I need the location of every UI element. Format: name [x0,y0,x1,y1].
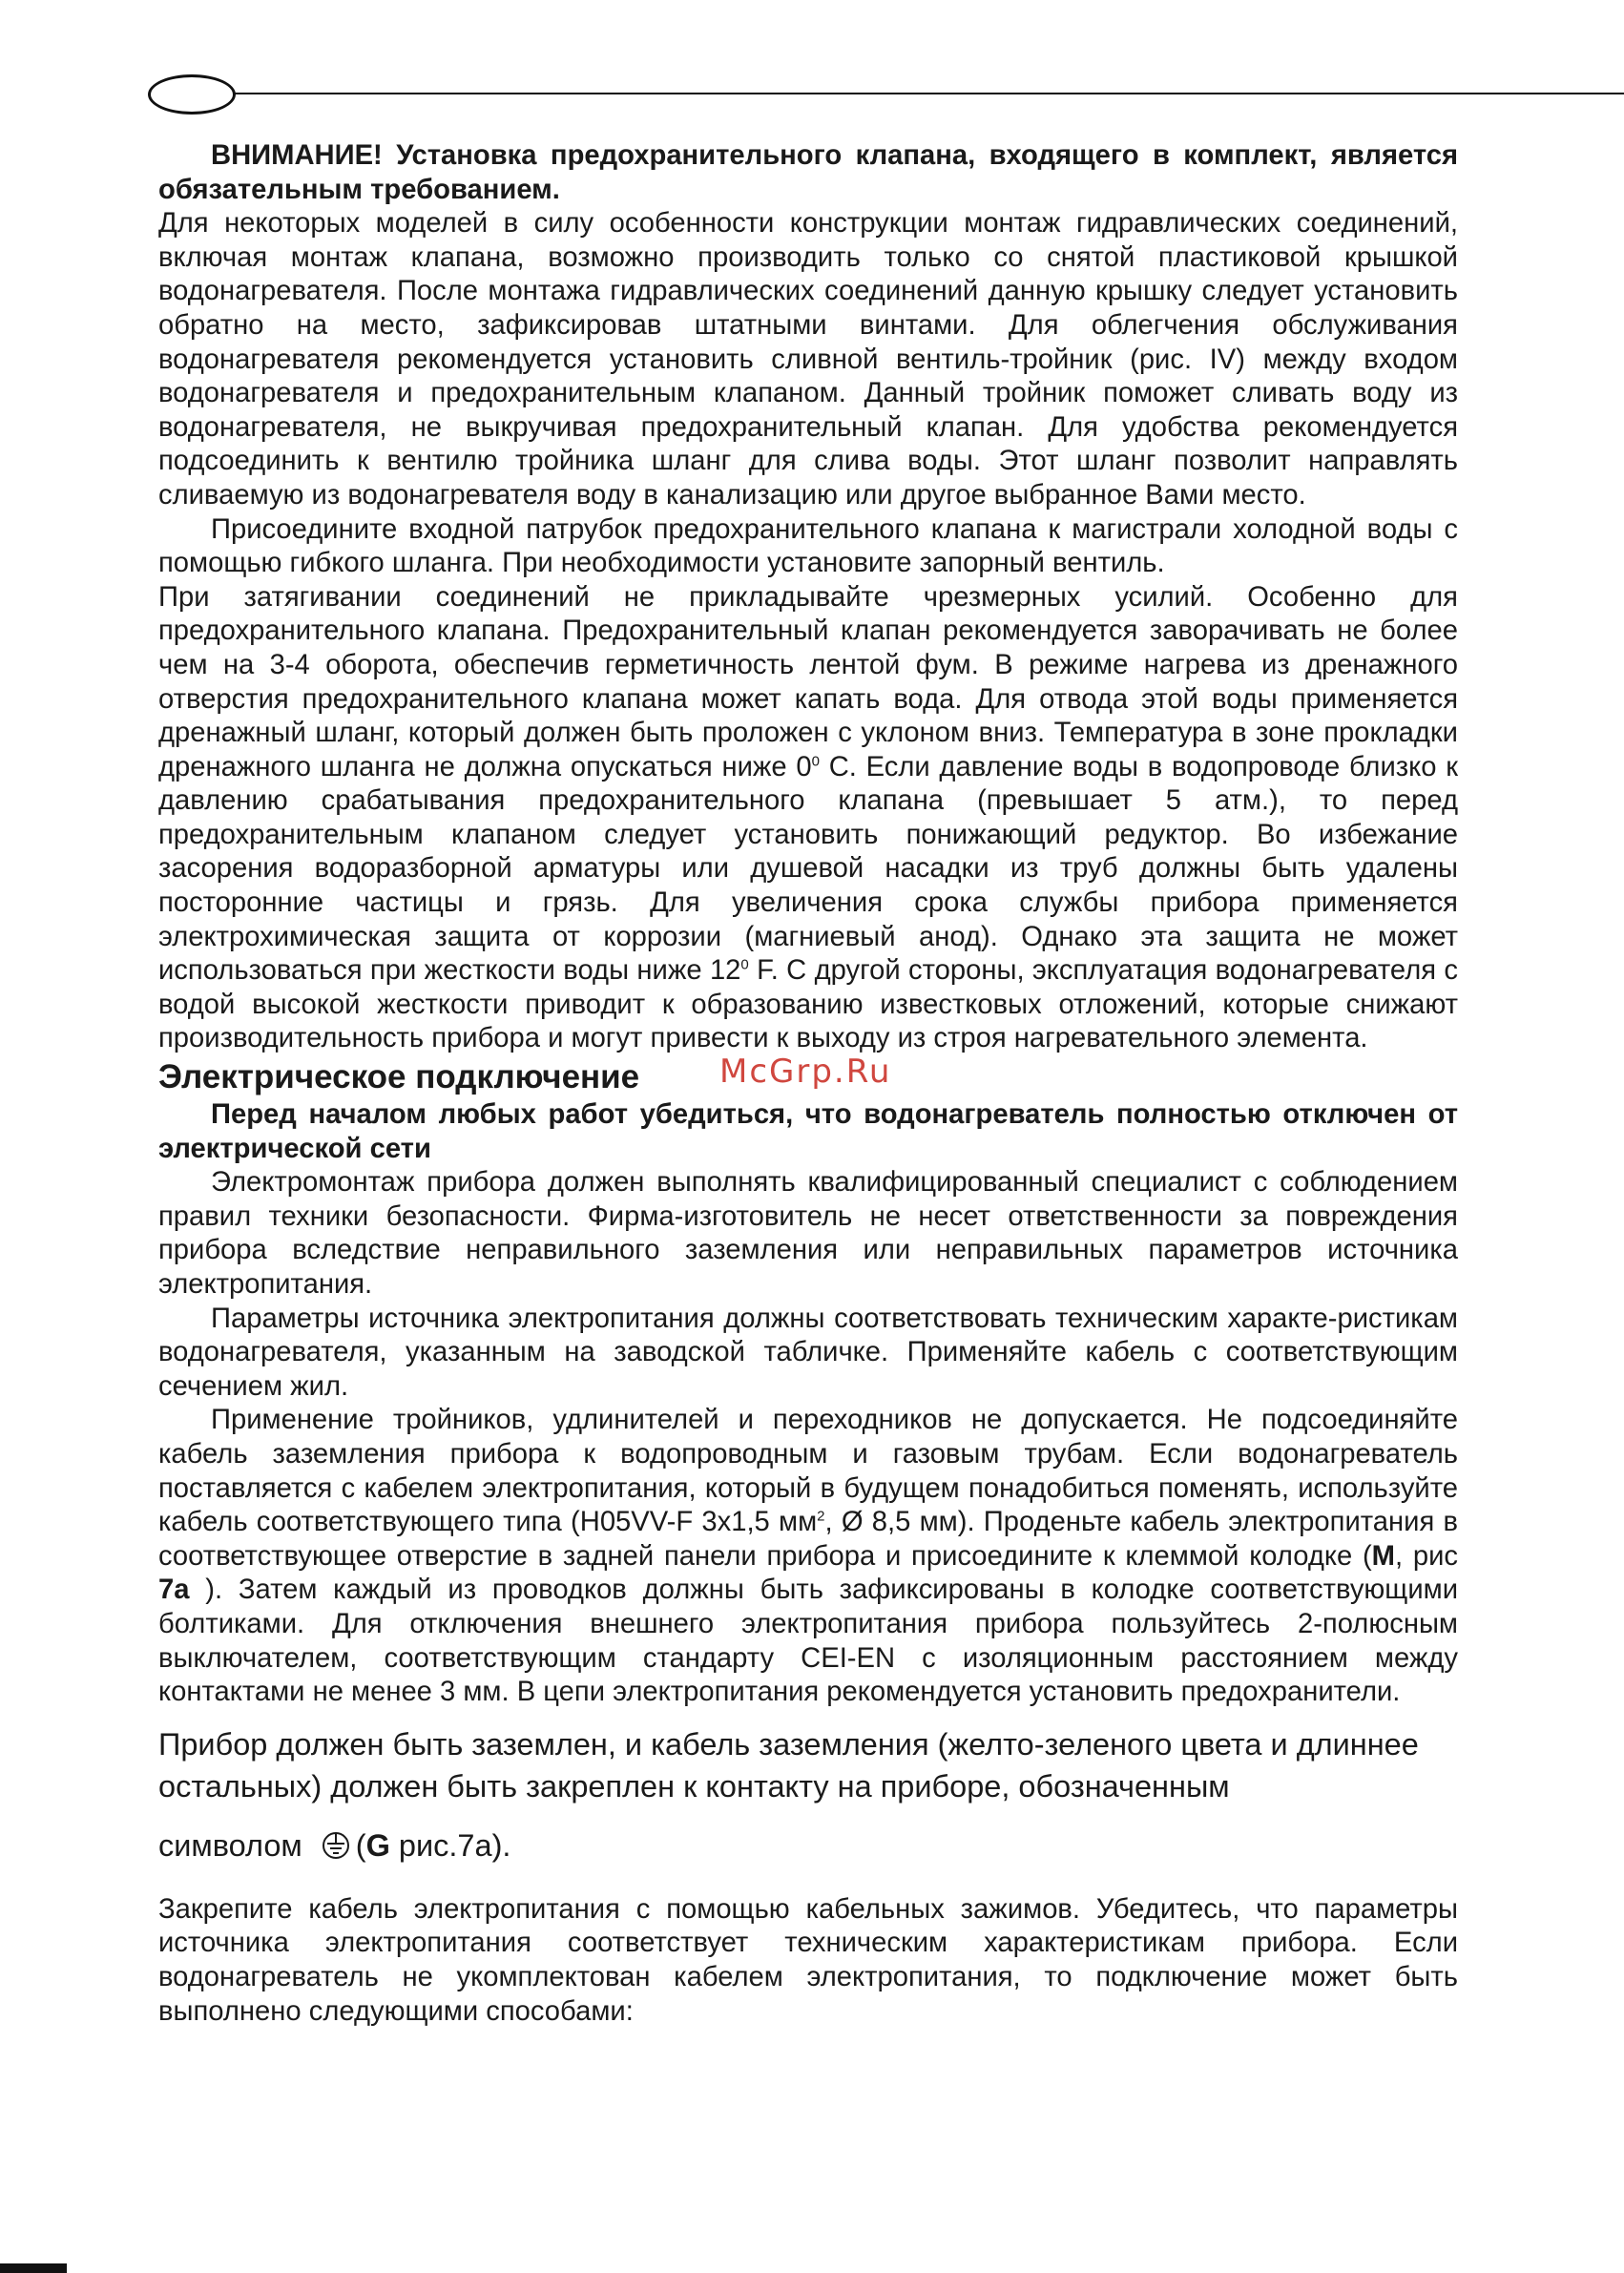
paragraph-electrician: Электромонтаж прибора должен выполнять квалифицированный специалист с соблюдением правил техники безопасности. Фирма-изготовитель не несет ответственности за повреждения прибора вследствие неправильного заземления или неправильных параметров источника электропитания. [158,1167,1458,1300]
section-heading-electric [158,1053,1458,1098]
text-run: ). Затем каждый из проводков должны быть зафиксированы в колодке соответствующими болтиками. Для отключения внешнего электропитания прибора пользуйтесь 2-полюсным выключателем, соответствующим стандарту CEI-EN с изоляционным расстоянием между контактами не менее 3 мм. В цепи электропитания рекомендуется установить предохранители. [158,1574,1458,1708]
paragraph-cable [158,1404,1458,1709]
document-body [158,139,1458,2029]
ref-G: G [365,1827,390,1863]
text-run: При затягивании соединений не прикладывайте чрезмерных усилий. Особенно для предохранительного клапана. Предохранительный клапан рекомендуется заворачивать не более чем на 3-4 оборота, обеспечив герметичность лентой фум. В режиме нагрева из дренажного отверстия предохранительного клапана может капать вода. Для отвода этой воды применяется дренажный шланг, который должен быть проложен с уклоном вниз. Температура в зоне прокладки дренажного шланга не должна опускаться ниже 0 [158,581,1458,782]
superscript: 2 [817,1508,825,1525]
text-run: ( [355,1827,366,1863]
text-run: рис.7а). [398,1827,511,1863]
paragraph-inlet-connection: Присоедините входной патрубок предохранительного клапана к магистрали холодной воды с помощью гибкого шланга. При необходимости установите запорный вентиль. [158,513,1458,579]
paragraph-tightening [158,581,1458,1056]
paragraph-cable-clamps: Закрепите кабель электропитания с помощью кабельных зажимов. Убедитесь, что параметры источника электропитания соответствует техническим характеристикам прибора. Если водонагреватель не укомплектован кабелем электропитания, то подключение может быть выполнено следующими способами: [158,1893,1458,2027]
superscript: 0 [740,956,749,973]
text-run: Применение тройников, удлинителей и переходников не допускается. Не подсоединяйте кабель заземления прибора к водопроводным и газовым трубам. Если водонагреватель поставляется с кабелем электропитания, который в будущем понадобиться поменять, используйте кабель соответствующего типа (H05VV-F 3x1,5 мм [158,1405,1458,1538]
text-run: F. С другой стороны, эксплуатация водонагревателя с водой высокой жесткости приводит к образованию известковых отложений, которые снижают производительность прибора и могут привести к выходу из строя нагревательного элемента. [158,955,1458,1054]
heading-text: Электрическое подключение [158,1058,640,1096]
text-run: символом [158,1827,302,1863]
ref-7a: 7a [158,1574,190,1606]
watermark: McGrp.Ru [719,1053,892,1092]
warning-paragraph: ВНИМАНИЕ! Установка предохранительного клапана, входящего в комплект, является обязательным требованием. [158,140,1458,205]
ref-M: M [1371,1540,1395,1572]
page-number-oval [148,74,236,115]
warning-disconnect: Перед началом любых работ убедиться, что водонагреватель полностью отключен от электрической сети [158,1099,1458,1164]
header-rule [234,93,1624,94]
text-run: , рис [1395,1540,1458,1572]
paragraph-ground-symbol [158,1825,1458,1866]
paragraph-cover-installation: Для некоторых моделей в силу особенности конструкции монтаж гидравлических соединений, включая монтаж клапана, возможно производить только со снятой пластиковой крышкой водонагревателя. После монтажа гидравлических соединений данную крышку следует установить обратно на место, зафиксировав штатными винтами. Для облегчения обслуживания водонагревателя рекомендуется установить сливной вентиль-тройник (рис. IV) между входом водонагревателя и предохранительным клапаном. Данный тройник поможет сливать воду из водонагревателя, не выкручивая предохранительный клапан. Для удобства рекомендуется подсоединить к вентилю тройника шланг для слива воды. Этот шланг позволит направлять сливаемую из водонагревателя воду в канализацию или другое выбранное Вами место. [158,208,1458,511]
footer-mark [0,2263,67,2273]
paragraph-grounding: Прибор должен быть заземлен, и кабель заземления (желто-зеленого цвета и длиннее остальных) должен быть закреплен к контакту на приборе, обозначенным [158,1726,1419,1804]
paragraph-supply-params: Параметры источника электропитания должны соответствовать техническим характе-ристикам водонагревателя, указанным на заводской табличке. Применяйте кабель с соответствующим сечением жил. [158,1303,1458,1402]
text-run: С. Если давление воды в водопроводе близко к давлению срабатывания предохранительного клапана (превышает 5 атм.), то перед предохранительным клапаном следует установить понижающий редуктор. Во избежание засорения водоразборной арматуры или душевой насадки из труб должны быть удалены посторонние частицы и грязь. Для увеличения срока службы прибора применяется электрохимическая защита от коррозии (магниевый анод). Однако эта защита не может использоваться при жесткости воды ниже 12 [158,751,1458,987]
text-run: , Ø 8,5 мм). Проденьте кабель электропитания в соответствующее отверстие в задней панели прибора и присоедините к клеммой колодке ( [158,1507,1458,1572]
superscript: 0 [811,752,820,769]
ground-symbol-icon [322,1828,350,1857]
